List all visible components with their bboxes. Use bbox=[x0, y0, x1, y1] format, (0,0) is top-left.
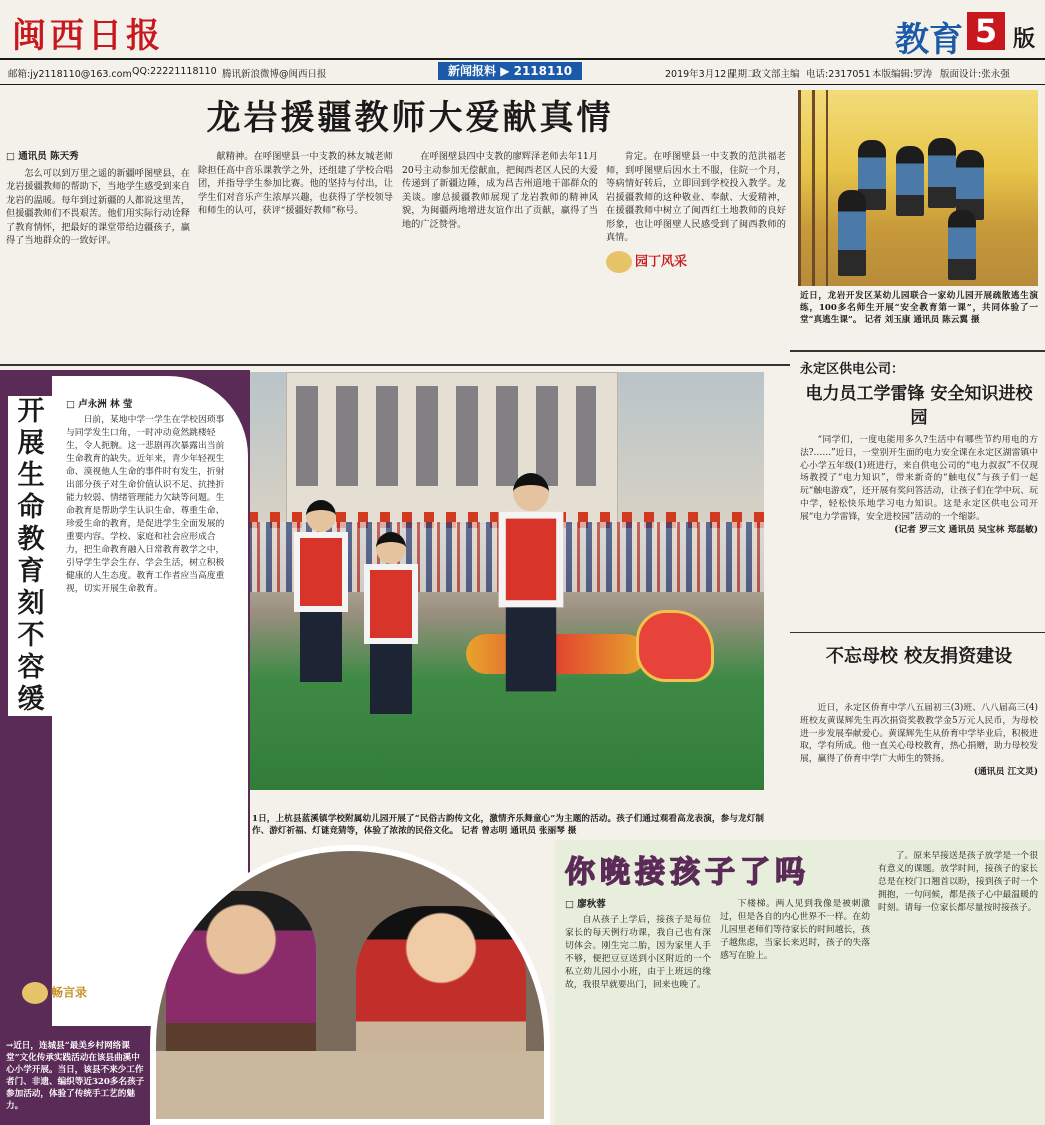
paragraph: 怎么可以到万里之遥的新疆呼图壁县，在龙岩援疆教师的帮助下，当地学生感受到来自龙岩的温暖。每年到过新疆的人都说这里苦，但援疆教师们不畏艰苦。他们用实际行动诠释了教育情怀，把最好的课堂带给边疆孩子，赢得了当地群众的一致好评。 bbox=[6, 167, 190, 246]
divider bbox=[790, 632, 1045, 633]
speech-icon bbox=[22, 982, 48, 1004]
feature-vertical-title: 开展生命教育刻不容缓 bbox=[8, 396, 54, 716]
phone: 电话:2317051 bbox=[806, 69, 871, 80]
paragraph: 近日，永定区侨育中学八五届初三(3)班、八八届高三(4)班校友黄谋辉先生再次捐资奖教教学金5万元人民币，为母校进一步发展奉献爱心。黄谋辉先生从侨育中学毕业后，积极进取，学有所成。他一直关心母校教育，热心捐赠，助力母校发展，赢得了侨育中学广大师生的赞扬。 bbox=[800, 703, 1038, 765]
pickup-col3 bbox=[878, 850, 1038, 915]
feature-text bbox=[66, 398, 228, 596]
credit: (通讯员 江文灵) bbox=[973, 766, 1038, 777]
paragraph: 下楼梯。两人见到我像是被刺激过，但是各自的内心世界不一样。在幼儿园里老师们等待家长的时间越长，孩子越焦虑，当家长来迟时，孩子的失落感写在脸上。 bbox=[720, 899, 870, 961]
newspaper-logo: 闽西日报 bbox=[12, 16, 164, 56]
email: 邮箱:jy2118110@163.com bbox=[8, 69, 132, 80]
lead-article-col3 bbox=[402, 150, 598, 231]
child-figure bbox=[948, 210, 976, 280]
child-performer bbox=[356, 532, 426, 722]
info-bar bbox=[0, 58, 1045, 85]
lead-headline: 龙岩援疆教师大爱献真情 bbox=[206, 98, 614, 138]
paragraph: 献精神。在呼图壁县一中支教的林友城老师除担任高中音乐课教学之外，还组建了学校合唱团，并指导学生参加比赛。他的坚持与付出，让学生们对音乐产生浓厚兴趣，也获得了学校领导和师生的认可，获评“援疆好教师”称号。 bbox=[198, 151, 393, 216]
child-performer bbox=[286, 500, 356, 690]
paragraph: 在呼图壁县四中支教的廖辉泽老师去年11月20号主动参加无偿献血，把闽西老区人民的大爱传递到了新疆边陲，成为昌吉州道地干部群众的美谈。廖总援疆教师展现了龙岩教师的精神风貌，为闽疆两地增进友谊作出了贡献，赢得了当地的广泛赞誉。 bbox=[402, 151, 598, 230]
column-tag: 畅言录 bbox=[22, 982, 87, 1004]
qq: QQ:22221118110 bbox=[132, 66, 217, 77]
hotline-badge: 新闻报料 ▶ 2118110 bbox=[438, 62, 582, 80]
lead-article-col1 bbox=[6, 150, 190, 248]
railing bbox=[798, 90, 828, 286]
designer: 版面设计:张永强 bbox=[940, 69, 1010, 80]
child-performer bbox=[489, 473, 573, 701]
layout-editor: 本版编辑:罗涛 bbox=[872, 69, 933, 80]
power-kicker: 永定区供电公司： bbox=[800, 362, 905, 377]
lead-article-col2 bbox=[198, 150, 393, 218]
child-figure bbox=[928, 138, 956, 208]
paragraph: 日前，某地中学一学生在学校因琐事与同学发生口角，一时冲动竟然跳楼轻生，令人扼腕。这一悲剧再次暴露出当前生命教育的缺失。近年来，青少年轻视生命、漠视他人生命的事件时有发生，折射出部分孩子对生命价值认识不足、抗挫折能力较弱、情绪管理能力欠缺等问题。生命教育是帮助学生认识生命、尊重生命、珍爱生命的教育，是促进学生全面发展的重要内容。学校、家庭和社会应形成合力，把生命教育融入日常教育教学之中，引导学生学会生存、学会生活，树立积极健康的人生态度。教育工作者应当高度重视，切实开展生命教育。 bbox=[66, 415, 225, 594]
building-windows bbox=[296, 386, 596, 486]
weibo: 腾讯新浪微博@闽西日报 bbox=[222, 69, 327, 80]
gardener-icon bbox=[606, 251, 632, 273]
weekday: 星期二 bbox=[728, 69, 757, 80]
column-tag: 园丁风采 bbox=[606, 251, 786, 273]
child-figure bbox=[896, 146, 924, 216]
page-suffix: 版 bbox=[1012, 26, 1035, 52]
dragon-dance-photo bbox=[226, 372, 764, 810]
main-photo-caption: 1日，上杭县蓝溪镇学校附属幼儿园开展了“民俗古韵传文化，激情齐乐舞童心”为主题的活动。孩子们通过观看高龙表演，参与龙灯制作、游灯祈福、灯谜竞猜等，体验了浓浓的民俗文化。 记者 曾志明 通讯员 张丽琴 摄 bbox=[252, 814, 764, 836]
alumni-body bbox=[800, 702, 1038, 779]
child-figure bbox=[838, 190, 866, 276]
page-number-badge: 5 bbox=[967, 12, 1005, 50]
lead-article-col4 bbox=[606, 150, 786, 273]
editor: 政文部主编 bbox=[752, 69, 800, 80]
caption-band bbox=[222, 790, 768, 812]
section-title: 教育 bbox=[895, 20, 963, 60]
byline: □ 廖秋蓉 bbox=[565, 899, 606, 910]
divider bbox=[790, 350, 1045, 352]
dragon-head bbox=[636, 610, 714, 682]
right-photo-caption: 近日，龙岩开发区某幼儿园联合一家幼儿园开展疏散逃生演练，100多名师生开展“安全教育第一课”，共同体验了一堂“真逃生课”。 记者 刘玉康 通讯员 陈云翼 摄 bbox=[800, 291, 1038, 325]
date: 2019年3月12日 bbox=[665, 69, 736, 80]
byline: □ 通讯员 陈天秀 bbox=[6, 151, 79, 162]
pickup-col1 bbox=[565, 898, 711, 992]
workshop-caption: →近日，连城县“最美乡村网络课堂”文化传承实践活动在该县曲溪中心小学开展。当日，该县不来少工作者门、非遗、编织等近320多名孩子参加活动，体验了传统手工艺的魅力。 bbox=[6, 1041, 145, 1111]
divider bbox=[0, 364, 790, 366]
workbench bbox=[156, 1051, 550, 1125]
paragraph: 肯定。在呼图壁县一中支教的范洪福老师，到呼图壁后因水土不服，住院一个月，等病情好转后，立即回到学校投入教学。龙岩援疆教师的这种敬业、奉献、大爱精神，在援疆教师中树立了闽西红土地教师的良好形象，也让呼图壁人民感受到了闽西教师的真情。 bbox=[606, 151, 786, 243]
pickup-story-title: 你晚接孩子了吗 bbox=[565, 855, 810, 890]
byline: □ 卢永洲 林 莹 bbox=[66, 399, 133, 410]
power-title: 电力员工学雷锋 安全知识进校园 bbox=[805, 384, 1033, 428]
evacuation-drill-photo bbox=[798, 90, 1038, 286]
credit: (记者 罗三文 通讯员 吴宝林 郑磊敏) bbox=[894, 524, 1038, 535]
alumni-title: 不忘母校 校友捐资建设 bbox=[825, 646, 1013, 667]
pickup-col2 bbox=[720, 898, 870, 963]
paragraph: 自从孩子上学后，接孩子是每位家长的每天例行功课，我自己也有深切体会。刚生完二胎，因为家里人手不够，便把豆豆送到小区附近的一个私立幼儿园小小班，由于上班远的缘故，我很早就要出门，回来也晚了。 bbox=[565, 915, 711, 990]
power-body bbox=[800, 434, 1038, 536]
paragraph: 了。原来早接送是孩子放学是一个很有意义的课题。放学时间，接孩子的家长总是在校门口翘首以盼，接到孩子时一个拥抱，一句问候，都是孩子心中最温暖的时刻。请每一位家长都尽量按时接孩子。 bbox=[878, 851, 1038, 913]
paragraph: “同学们，一度电能用多久?生活中有哪些节约用电的方法?……”近日，一堂别开生面的电力安全课在永定区湖雷镇中心小学五年级(1)班进行，来自供电公司的“电力叔叔”不仅现场教授了“电力知识”，带来新奇的“触电仪”与孩子们一起玩“触电游戏”，还开展有奖问答活动，让孩子们在学中玩、玩中学，轻松快乐地学习电力知识。这是永定区供电公司开展“电力学雷锋，安全进校园”活动的一个缩影。 bbox=[800, 435, 1038, 522]
